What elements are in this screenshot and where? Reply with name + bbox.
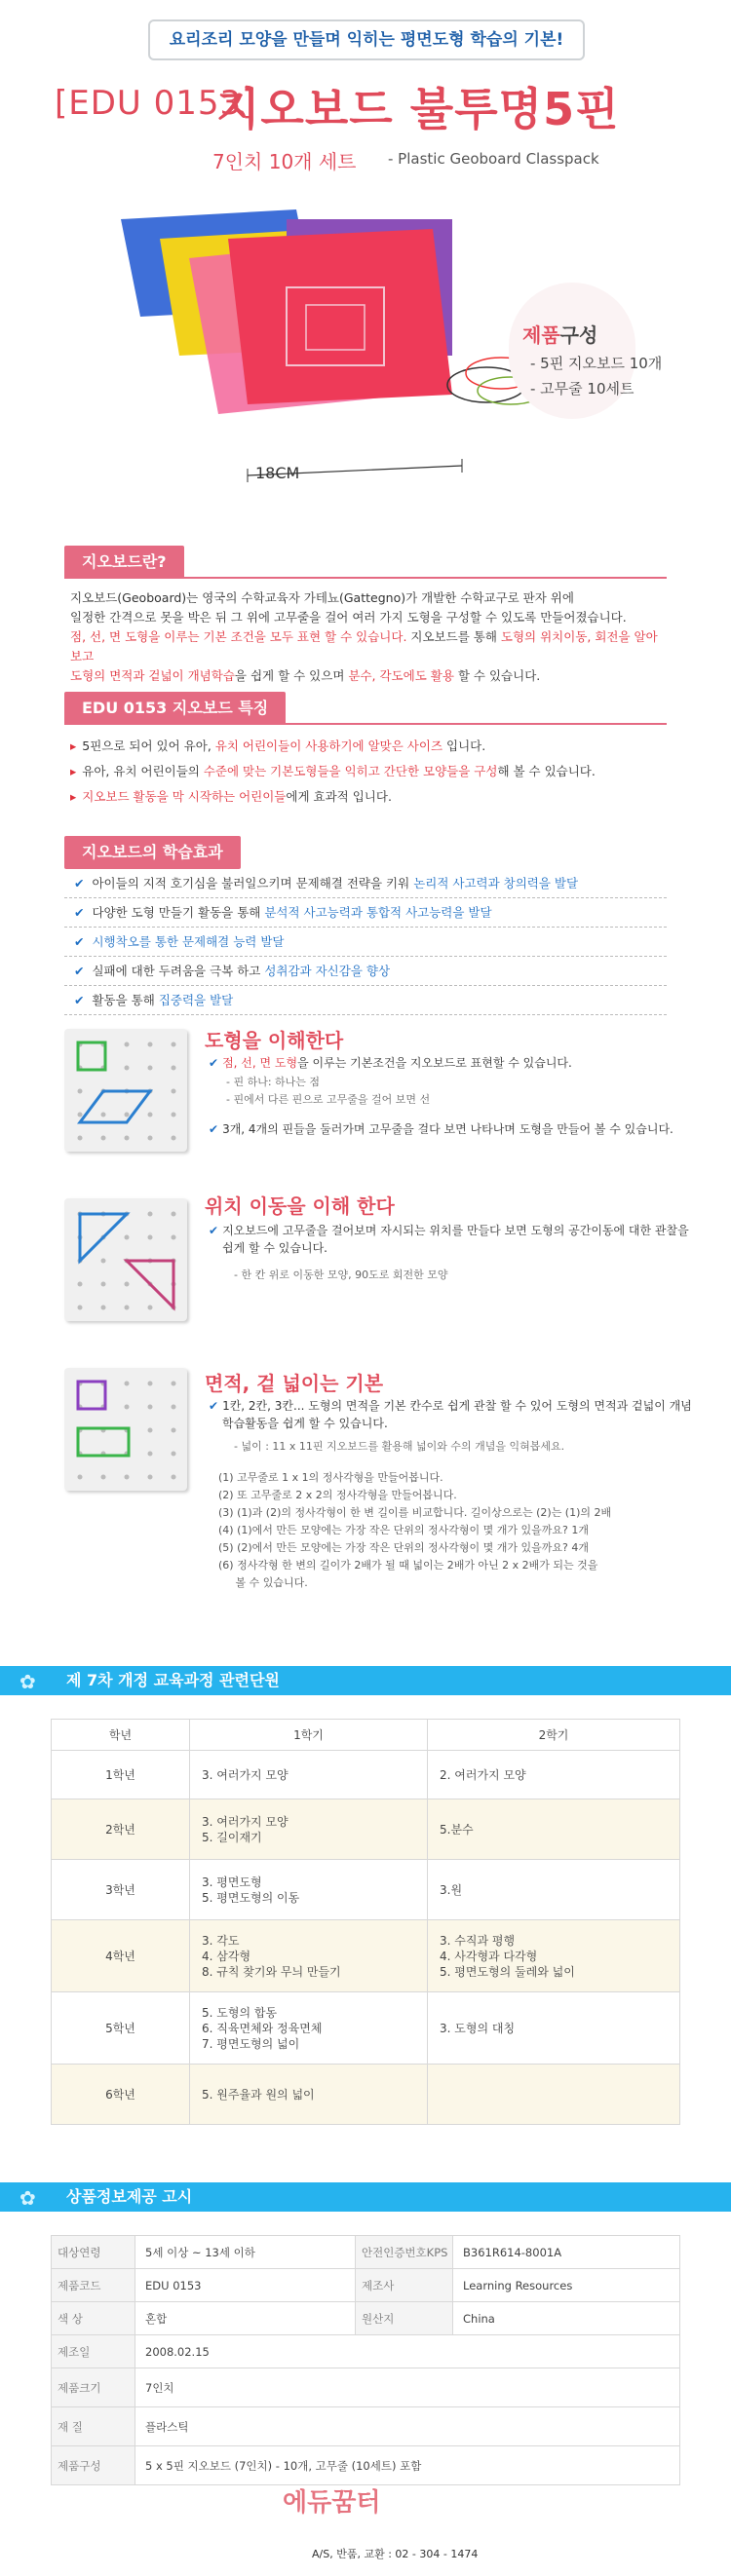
- product-subtitle: 7인치 10개 세트: [212, 150, 357, 173]
- check-icon: ✔: [74, 934, 85, 949]
- check-icon: ✔: [74, 876, 85, 890]
- effects-heading: 지오보드의 학습효과: [64, 836, 241, 869]
- geoboard-area-illustration: [64, 1368, 187, 1491]
- check-icon: ✔: [209, 1056, 219, 1070]
- curriculum-table: [51, 1719, 680, 2125]
- flower-icon: ✿: [19, 1670, 36, 1693]
- table-header: 2학기: [428, 1720, 680, 1751]
- section-line: - 핀 하나: 하나는 점: [226, 1076, 321, 1088]
- section-line: (5) (2)에서 만든 모양에는 가장 작은 단위의 정사각형이 몇 개가 있을까요? 4개: [218, 1541, 589, 1554]
- footer-logo: 에듀꿈터: [283, 2488, 381, 2518]
- table-row: 제조일 2008.02.15: [52, 2335, 680, 2368]
- arrow-icon: ▸: [70, 739, 77, 753]
- effect-item: ✔ 시행착오를 통한 문제해결 능력 발달: [64, 928, 667, 957]
- box-item: - 고무줄 10세트: [530, 380, 635, 398]
- section-line: ✔ 3개, 4개의 핀들을 둘러가며 고무줄을 걸다 보면 나타나며 도형을 만들어 볼 수 있습니다.: [209, 1122, 673, 1136]
- table-row: 5학년 5. 도형의 합동 6. 직육면체와 정육면체 7. 평면도형의 넓이 3. 도형의 대칭: [52, 1992, 680, 2065]
- arrow-icon: ▸: [70, 789, 77, 804]
- section-title: 면적, 겉 넓이는 기본: [205, 1372, 384, 1395]
- top-banner: 요리조리 모양을 만들며 익히는 평면도형 학습의 기본!: [148, 19, 585, 60]
- table-row: 색 상 혼합 원산지 China: [52, 2302, 680, 2335]
- effect-item: ✔ 활동을 통해 집중력을 발달: [64, 986, 667, 1015]
- section-line: (3) (1)과 (2)의 정사각형이 한 변 길이를 비교합니다. 길이상으로는 (2)는 (1)의 2배: [218, 1506, 612, 1519]
- section-line: ✔ 점, 선, 면 도형을 이루는 기본조건을 지오보드로 표현할 수 있습니다.: [209, 1056, 572, 1070]
- product-subtitle-en: - Plastic Geoboard Classpack: [388, 150, 599, 168]
- dimension-label: 18CM: [255, 464, 300, 482]
- box-contents-bg: [509, 283, 635, 419]
- divider: [64, 577, 667, 579]
- check-icon: ✔: [74, 964, 85, 978]
- arrow-icon: ▸: [70, 764, 77, 778]
- check-icon: ✔: [74, 993, 85, 1007]
- section-line: - 넓이 : 11 x 11핀 지오보드를 활용해 넓이와 수의 개념을 익혀봅세요.: [234, 1440, 565, 1453]
- table-row: 재 질 플라스틱: [52, 2407, 680, 2446]
- section-title: 도형을 이해한다: [205, 1029, 344, 1052]
- table-row: 6학년 5. 원주율과 원의 넓이: [52, 2065, 680, 2125]
- table-header: 학년: [52, 1720, 190, 1751]
- product-info-heading-bar: ✿ 상품정보제공 고시: [0, 2182, 731, 2212]
- section-line: 쉽게 할 수 있습니다.: [222, 1241, 327, 1255]
- divider: [64, 723, 667, 725]
- section-line: ✔ 1칸, 2칸, 3칸... 도형의 면적을 기본 칸수로 쉽게 관찰 할 수 있어 도형의 면적과 겉넓이 개념: [209, 1399, 692, 1413]
- flower-icon: ✿: [19, 2186, 36, 2210]
- curriculum-heading-bar: ✿ 제 7차 개정 교육과정 관련단원: [0, 1666, 731, 1695]
- check-icon: ✔: [209, 1122, 219, 1136]
- product-info-table: [51, 2235, 680, 2485]
- table-row: 제품크기 7인치: [52, 2368, 680, 2407]
- product-title: 지오보드 불투명5핀: [216, 83, 620, 135]
- effect-item: ✔ 실패에 대한 두려움을 극복 하고 성취감과 자신감을 향상: [64, 957, 667, 986]
- effect-item: ✔ 다양한 도형 만들기 활동을 통해 분석적 사고능력과 통합적 사고능력을 발달: [64, 898, 667, 928]
- table-row: 2학년 3. 여러가지 모양 5. 길이재기 5.분수: [52, 1799, 680, 1860]
- product-code: [EDU 0153]: [55, 84, 256, 123]
- section-line: (2) 또 고무줄로 2 x 2의 정사각형을 만들어봅니다.: [218, 1489, 457, 1501]
- table-row: 3학년 3. 평면도형 5. 평면도형의 이동 3.원: [52, 1860, 680, 1920]
- table-row: 대상연령 5세 이상 ~ 13세 이하 안전인증번호KPS B361R614-8001A: [52, 2236, 680, 2269]
- geoboard-position-illustration: [64, 1198, 187, 1321]
- check-icon: ✔: [209, 1224, 219, 1237]
- section-line: (1) 고무줄로 1 x 1의 정사각형을 만들어봅니다.: [218, 1471, 443, 1484]
- geoboard-shape-illustration: [64, 1029, 187, 1152]
- geoboard-product-image: [101, 200, 550, 492]
- feature-item: ▸ 유아, 유치 어린이들의 수준에 맞는 기본도형들을 익히고 간단한 모양들을 구성해 볼 수 있습니다.: [70, 764, 596, 778]
- footer-contact: A/S, 반품, 교환 : 02 - 304 - 1474: [312, 2548, 479, 2560]
- about-text: 지오보드(Geoboard)는 영국의 수학교육자 가테뇨(Gattegno)가 개발한 수학교구로 판자 위에 일정한 간격으로 못을 박은 뒤 그 위에 고무줄을 걸어 여러 가지 도형을 구성할 수 있도록 만들어졌습니다. 점, 선, 면 도형을 이루는 기본 조건을 모두 표현 할 수 있습니다. 지오보드를 통해 도형의 위치이동, 회전을 알아보고 도형의 면적과 겉넓이 개념학습을 쉽게 할 수 있으며 분수, 각도에도 활용 할 수 있습니다.: [70, 590, 658, 683]
- feature-item: ▸ 지오보드 활동을 막 시작하는 어린이들에게 효과적 입니다.: [70, 789, 392, 804]
- section-title: 위치 이동을 이해 한다: [205, 1194, 395, 1218]
- box-item: - 5핀 지오보드 10개: [530, 355, 663, 372]
- features-heading: EDU 0153 지오보드 특징: [64, 692, 286, 725]
- check-icon: ✔: [74, 905, 85, 920]
- section-line: (4) (1)에서 만든 모양에는 가장 작은 단위의 정사각형이 몇 개가 있을까요? 1개: [218, 1524, 589, 1536]
- table-row: 제품구성 5 x 5핀 지오보드 (7인치) - 10개, 고무줄 (10세트) 포함: [52, 2446, 680, 2485]
- table-header: 1학기: [190, 1720, 428, 1751]
- section-line: (6) 정사각형 한 변의 길이가 2배가 될 때 넓이는 2배가 아닌 2 x 2배가 되는 것을: [218, 1559, 598, 1572]
- effect-item: ✔ 아이들의 지적 호기심을 불러일으키며 문제해결 전략을 키워 논리적 사고력과 창의력을 발달: [64, 869, 667, 898]
- table-row: 1학년 3. 여러가지 모양 2. 여러가지 모양: [52, 1751, 680, 1799]
- section-line: - 핀에서 다른 핀으로 고무줄을 걸어 보면 선: [226, 1093, 431, 1106]
- feature-item: ▸ 5핀으로 되어 있어 유아, 유치 어린이들이 사용하기에 알맞은 사이즈 입니다.: [70, 739, 486, 753]
- section-line: 볼 수 있습니다.: [218, 1576, 308, 1589]
- section-line: - 한 칸 위로 이동한 모양, 90도로 회전한 모양: [234, 1269, 448, 1281]
- about-heading: 지오보드란?: [64, 546, 184, 579]
- check-icon: ✔: [209, 1399, 219, 1413]
- table-row: 4학년 3. 각도 4. 삼각형 8. 규칙 찾기와 무늬 만들기 3. 수직과 평행 4. 사각형과 다각형 5. 평면도형의 둘레와 넓이: [52, 1920, 680, 1992]
- section-line: ✔ 지오보드에 고무줄을 걸어보며 자시되는 위치를 만들다 보면 도형의 공간이동에 대한 관찰을: [209, 1224, 689, 1237]
- section-line: 학습활동을 쉽게 할 수 있습니다.: [222, 1417, 388, 1430]
- box-contents-title: 제품구성: [522, 323, 598, 347]
- table-row: 제품코드 EDU 0153 제조사 Learning Resources: [52, 2269, 680, 2302]
